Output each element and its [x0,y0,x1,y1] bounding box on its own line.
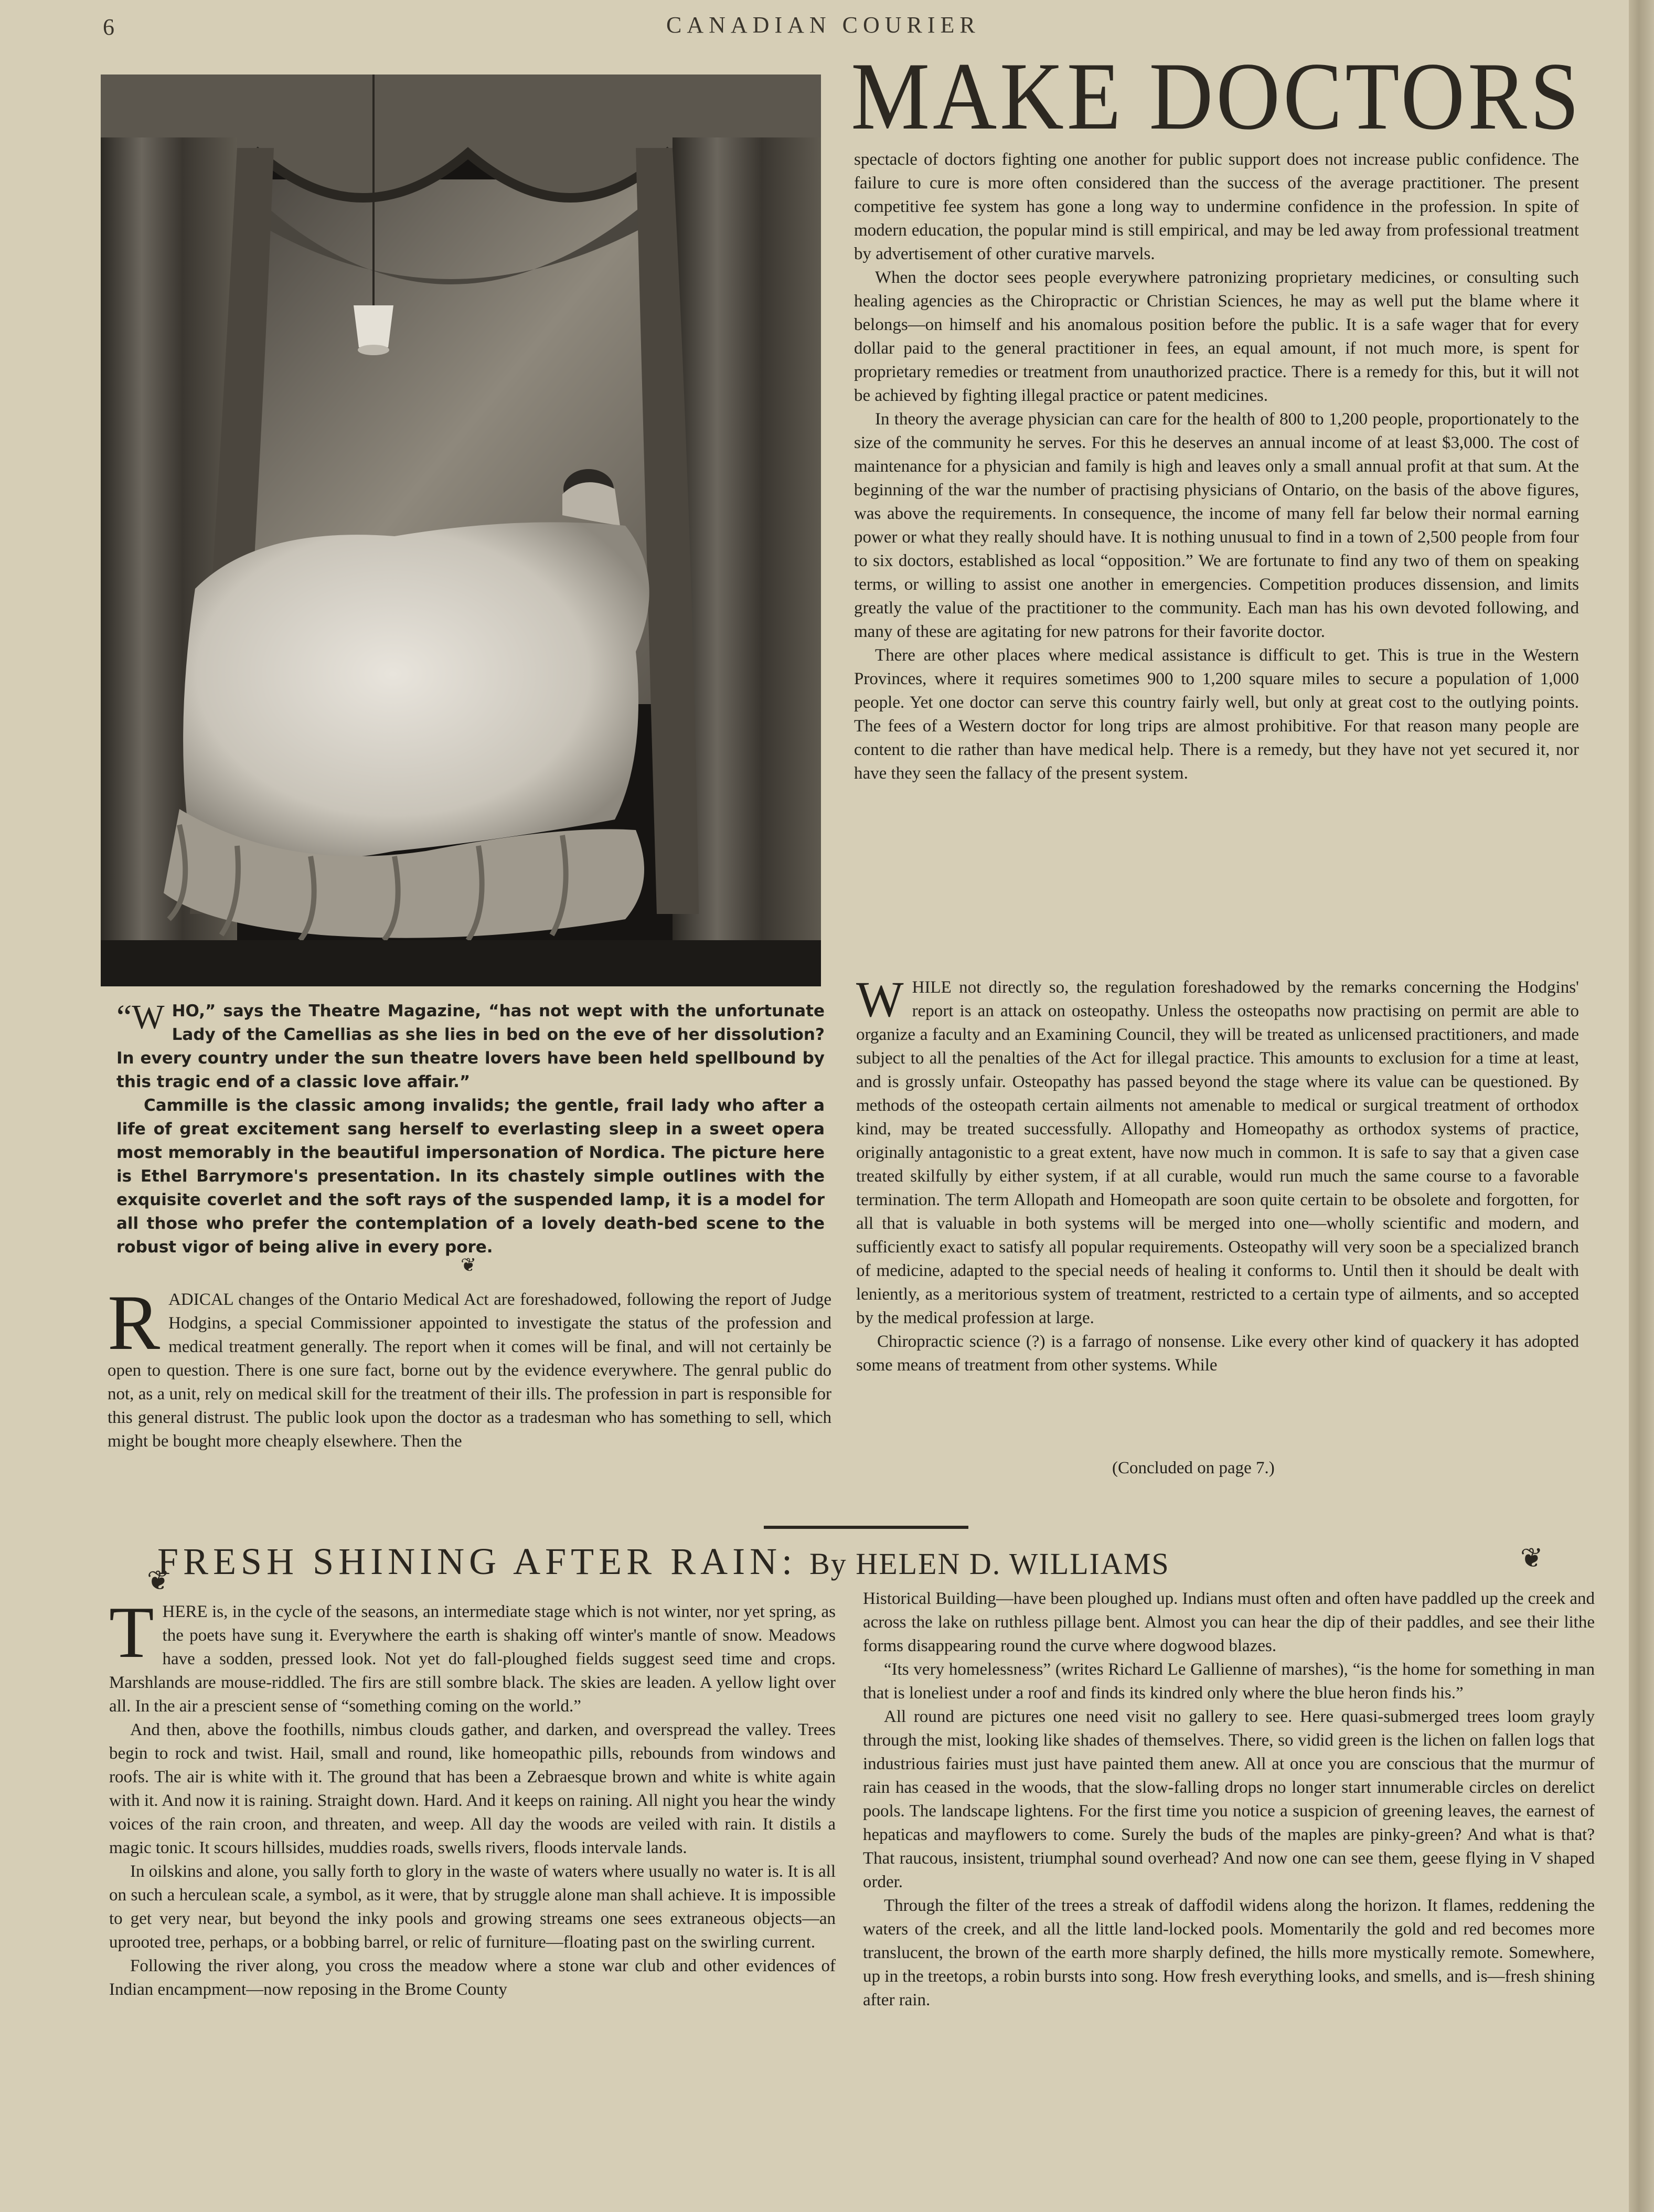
essay-paragraph: In oilskins and alone, you sally forth to glory in the waste of waters where usually no water is. It is all on such a herculean scale, a symbol, as it were, that by struggle alone man shall achieve. It is impossible to get very near, but beyond the inky pools and growing streams one sees extraneous objects—an uprooted tree, perhaps, or a bobbing barrel, or relic of furniture—floating past on the swirling current. [109,1862,836,1952]
article-paragraph: When the doctor sees people everywhere patronizing proprietary medicines, or consulting such healing agencies as the Chiropractic or Christian Sciences, he may as well put the blame where it belongs—on himself and his anomalous position before the public. It is a safe wager that for every dollar paid to the general practitioner in fees, an equal amount, if not much more, is spent for proprietary remedies or treatment from unauthorized practice. There is a remedy for this, but it will not be achieved by fighting illegal practice or patent medicines. [854,268,1579,405]
fleuron-ornament: ❦ [461,1254,477,1275]
left-ornament: ❦ [147,1566,170,1596]
essay-paragraph [109,1592,836,1718]
article-paragraph: There are other places where medical assistance is difficult to get. This is true in the Western Provinces, where it requires sometimes 900 to 1,200 square miles to secure a population of 1,000 people. Yet one doctor can serve this country fairly well, but only at great cost to the outlying points. The fees of a Western doctor for long trips are almost prohibitive. For that reason many people are content to die rather than have medical help. There is a remedy, but they have not yet secured it, nor have they seen the fallacy of the present system. [854,646,1579,783]
article-intro [108,1279,831,1453]
article-paragraph [856,971,1579,1330]
essay-paragraph: Historical Building—have been ploughed up. Indians must often and often have paddled up the creek and across the lake on ruthless pillage bent. Almost you can hear the dip of their paddles, and see their lithe forms disappearing round the curve where dogwood blazes. [863,1589,1595,1655]
essay-paragraph: “Its very homelessness” (writes Richard Le Gallienne of marshes), “is the home for something in man that is loneliest under a roof and finds its kindred only where the blue heron finds his.” [863,1660,1595,1703]
caption-text: HO,” says the Theatre Magazine, “has not wept with the unfortunate Lady of the Camellias as she lies in bed on the eve of her dissolution? In every country under the sun theatre lovers have been held spellbound by this tragic end of a classic love affair.” [116,1002,825,1091]
continuation-note: (Concluded on page 7.) [1112,1459,1275,1477]
page-number: 6 [103,14,114,40]
essay-paragraph: And then, above the foothills, nimbus clouds gather, and darken, and overspread the valley. Trees begin to rock and twist. Hail, small and round, like homeopathic pills, rebounds from windows and roofs. The air is white with it. The ground that has been a Zebraesque brown and white is white again with it. And now it is raining. Straight down. Hard. And it keeps on raining. All night you hear the windy voices of the rain croon, and threaten, and weep. All day the woods are veiled with rain. It distils a magic tonic. It scours hillsides, muddies roads, swells rivers, floods intervale lands. [109,1720,836,1857]
essay-title: FRESH SHINING AFTER RAIN: [157,1540,797,1582]
essay-text: HERE is, in the cycle of the seasons, an intermediate stage which is not winter, nor yet spring, as the poets have sung it. Everywhere the earth is shaking off winter's mantle of snow. Meadows have a sodden, pressed look. Not yet do fall-ploughed fields suggest seed time and crops. Marshlands are mouse-riddled. The firs are still sombre black. The skies are leaden. A yellow light over all. In the air a prescient sense of “something coming on the world.” [109,1602,836,1716]
caption-paragraph [116,999,825,1094]
page-edge [1629,0,1654,2212]
essay-paragraph: All round are pictures one need visit no gallery to see. Here quasi-submerged trees loom grayly through the mist, looking like shades of themselves. There, so vidid green is the lichen on fallen logs that industrious fairies must just have painted them anew. All at once you are conscious that the murmur of rain has ceased in the woods, that the slow-falling drops no longer start innumerable circles on derelict pools. The landscape lightens. For the first time you notice a suspicion of greening leaves, the earnest of hepaticas and mayflowers to come. Surely the buds of the maples are pinky-green? And what is that? That raucous, insistent, triumphal sound overhead? And now one can see them, geese flying in V shaped order. [863,1707,1595,1891]
essay-left-column [109,1592,836,2002]
essay-byline: By HELEN D. WILLIAMS [809,1547,1170,1581]
drop-cap: W [856,971,904,1027]
article-paragraph: In theory the average physician can care for the health of 800 to 1,200 people, proportionately to the size of the community he serves. For this he deserves an annual income of at least $3,000. The cost of maintenance for a physician and family is high and leaves only a small annual profit at that sum. At the beginning of the war the number of practising physicians of Ontario, on the basis of the above figures, was above the requirements. In consequence, the income of many fell far below their normal earning power or what they really should have. It is nothing unusual to find in a town of 2,500 people from four to six doctors, established as local “opposition.” We are fortunate to find any two of them on speaking terms, or willing to assist one another in emergencies. Competition produces dissension, and limits greatly the value of the practitioner to the community. Each man has his own devoted following, and many of these are agitating for new patrons for their favorite doctor. [854,410,1579,641]
caption-paragraph: Cammille is the classic among invalids; the gentle, frail lady who after a life of great excitement sang herself to everlasting sleep in a sweet opera most memorably in the beautiful impersonation of Nordica. The picture here is Ethel Barrymore's presentation. In its chastely simple outlines with the exquisite coverlet and the soft rays of the suspended lamp, it is a model for all those who prefer the contemplation of a lovely death-bed scene to the robust vigor of being alive in every pore. [116,1096,825,1257]
drop-cap: R [108,1279,161,1366]
article-paragraph [108,1279,831,1453]
deathbed-photo-illustration [101,75,821,986]
caption-open-quote: “ [116,998,132,1036]
right-ornament: ❦ [1520,1544,1543,1573]
running-head: CANADIAN COURIER [666,12,980,38]
essay-paragraph: Through the filter of the trees a streak of daffodil widens along the horizon. It flames, reddening the waters of the creek, and all the little land-locked pools. Momentarily the gold and red becomes more translucent, the brown of the earth more sharply defined, the hills more mystically remote. Somewhere, up in the treetops, a robin bursts into song. How fresh everything looks, and smells, and is—fresh shining after rain. [863,1896,1595,2009]
essay-paragraph: Following the river along, you cross the meadow where a stone war club and other evidences of Indian encampment—now reposing in the Brome County [109,1956,836,1999]
photo-camille-deathbed [101,75,821,986]
article-headline: MAKE DOCTORS [851,42,1583,150]
section-divider [764,1526,968,1529]
caption-drop-cap [116,998,165,1036]
essay-headline [157,1540,1469,1583]
drop-cap: T [109,1592,154,1673]
caption-drop-letter: W [132,998,165,1036]
photo-caption [116,999,825,1259]
article-column [854,148,1579,785]
article-text: HILE not directly so, the regulation foreshadowed by the remarks concerning the Hodgins' report is an attack on osteopathy. Unless the osteopaths now practising on permit are able to organize a faculty and an Examining Council, they will be treated as unlicensed practitioners, and made subject to all the penalties of the Act for illegal practice. This amounts to exclusion for a time at least, and is grossly unfair. Osteopathy has passed beyond the stage where its value can be questioned. By methods of the osteopath certain ailments not amenable to medical or surgical treatment of orthodox kind, may be treated successfully. Allopathy and Homeopathy as orthodox systems of practice, originally antagonistic to a great extent, have now much in common. It is safe to say that a given case treated skilfully by either system, if at all curable, would run much the same course to a favorable termination. The term Allopath and Homeopath are soon quite certain to be obsolete and forgotten, for all that is valuable in both systems will be merged into one—wholly scientific and modern, and sufficiently exact to satisfy all popular requirements. Osteopathy will very soon be a specialized branch of medicine, adapted to the special needs of healing it conforms to. Until then it should be dealt with leniently, as a meritorious system of treatment, restricted to a certain type of ailments, and so accepted by the medical profession at large. [856,978,1579,1327]
article-paragraph: Chiropractic science (?) is a farrago of nonsense. Like every other kind of quackery it has adopted some means of treatment from other systems. While [856,1332,1579,1375]
article-column-osteopathy [856,971,1579,1377]
essay-right-column [863,1587,1595,2012]
article-paragraph: spectacle of doctors fighting one another for public support does not increase public confidence. The failure to cure is more often considered than the success of the average practitioner. The present competitive fee system has gone a long way to undermine confidence in the profession. In spite of modern education, the popular mind is still empirical, and may be led away from professional treatment by advertisement of other curative marvels. [854,150,1579,263]
article-text: ADICAL changes of the Ontario Medical Act are foreshadowed, following the report of Judge Hodgins, a special Commissioner appointed to investigate the status of the profession and medical treatment generally. The report when it comes will be final, and will not certainly be open to question. There is one sure fact, borne out by the evidence everywhere. The genral public do not, as a unit, rely on medical skill for the treatment of their ills. The profession in part is responsible for this general distrust. The public look upon the doctor as a tradesman who has something to sell, which might be bought more cheaply elsewhere. Then the [108,1290,831,1451]
